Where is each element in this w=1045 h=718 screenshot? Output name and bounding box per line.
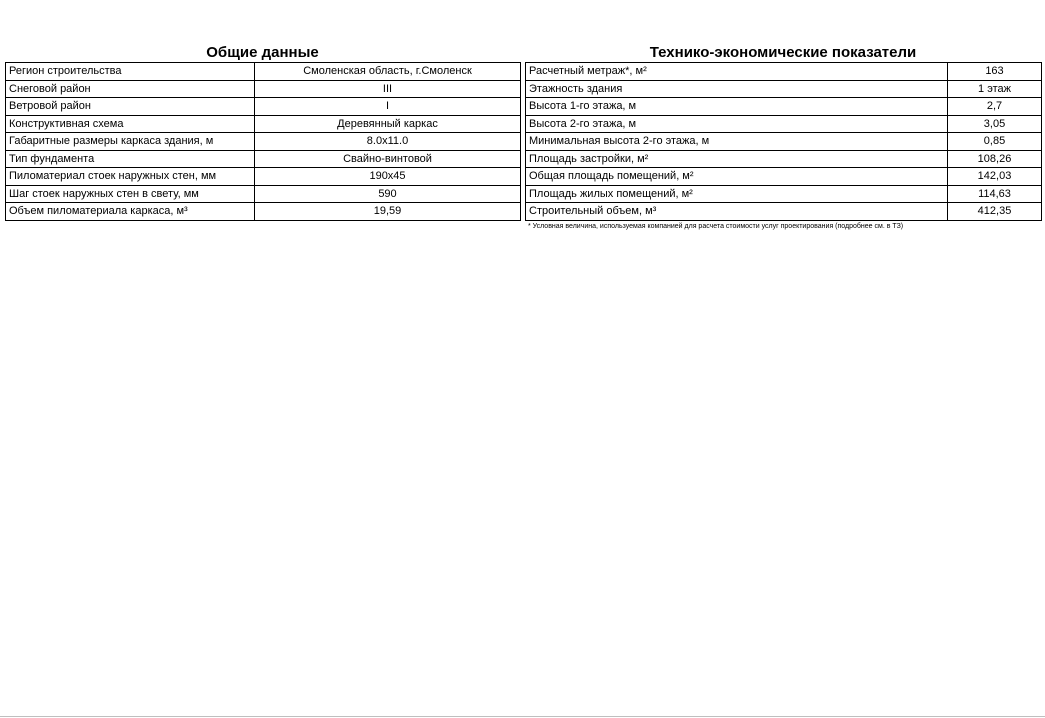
table-row (6, 133, 521, 151)
row-label: Высота 1-го этажа, м (526, 98, 948, 116)
row-value: 8.0х11.0 (255, 133, 521, 151)
row-label: Шаг стоек наружных стен в свету, мм (6, 185, 255, 203)
row-value: 412,35 (948, 203, 1042, 221)
table-row (6, 63, 521, 81)
row-label: Снеговой район (6, 80, 255, 98)
footnote: * Условная величина, используемая компанией для расчета стоимости услуг проектирования (подробнее см. в ТЗ) (528, 222, 904, 230)
row-value: 0,85 (948, 133, 1042, 151)
table-row (6, 150, 521, 168)
row-label: Расчетный метраж*, м² (526, 63, 948, 81)
table-row (6, 80, 521, 98)
row-label: Площадь жилых помещений, м² (526, 185, 948, 203)
row-value: 114,63 (948, 185, 1042, 203)
table-row (6, 168, 521, 186)
row-value: 1 этаж (948, 80, 1042, 98)
row-label: Этажность здания (526, 80, 948, 98)
table-row (6, 203, 521, 221)
row-value: 163 (948, 63, 1042, 81)
table-row (526, 115, 1042, 133)
row-label: Минимальная высота 2-го этажа, м (526, 133, 948, 151)
row-label: Площадь застройки, м² (526, 150, 948, 168)
table-row (526, 63, 1042, 81)
row-value: 2,7 (948, 98, 1042, 116)
table-row (526, 80, 1042, 98)
row-value: I (255, 98, 521, 116)
general-data-panel (5, 44, 520, 221)
row-value: III (255, 80, 521, 98)
indicators-table (525, 62, 1042, 221)
indicators-title: Технико-экономические показатели (649, 44, 917, 61)
row-label: Высота 2-го этажа, м (526, 115, 948, 133)
table-row (526, 150, 1042, 168)
bottom-divider (0, 716, 1045, 717)
table-row (526, 185, 1042, 203)
row-value: Деревянный каркас (255, 115, 521, 133)
table-row (526, 203, 1042, 221)
row-label: Конструктивная схема (6, 115, 255, 133)
row-value: Смоленская область, г.Смоленск (255, 63, 521, 81)
table-row (526, 98, 1042, 116)
table-row (6, 185, 521, 203)
row-label: Регион строительства (6, 63, 255, 81)
table-row (526, 168, 1042, 186)
row-label: Ветровой район (6, 98, 255, 116)
row-value: 590 (255, 185, 521, 203)
table-row (6, 98, 521, 116)
row-label: Общая площадь помещений, м² (526, 168, 948, 186)
row-value: 142,03 (948, 168, 1042, 186)
indicators-panel (525, 44, 1041, 230)
row-label: Тип фундамента (6, 150, 255, 168)
row-value: 3,05 (948, 115, 1042, 133)
general-data-table (5, 62, 521, 221)
general-data-title: Общие данные (206, 44, 319, 61)
row-label: Строительный объем, м³ (526, 203, 948, 221)
table-row (6, 115, 521, 133)
row-label: Пиломатериал стоек наружных стен, мм (6, 168, 255, 186)
row-value: Свайно-винтовой (255, 150, 521, 168)
row-label: Объем пиломатериала каркаса, м³ (6, 203, 255, 221)
row-value: 108,26 (948, 150, 1042, 168)
row-value: 190х45 (255, 168, 521, 186)
table-row (526, 133, 1042, 151)
row-label: Габаритные размеры каркаса здания, м (6, 133, 255, 151)
row-value: 19,59 (255, 203, 521, 221)
